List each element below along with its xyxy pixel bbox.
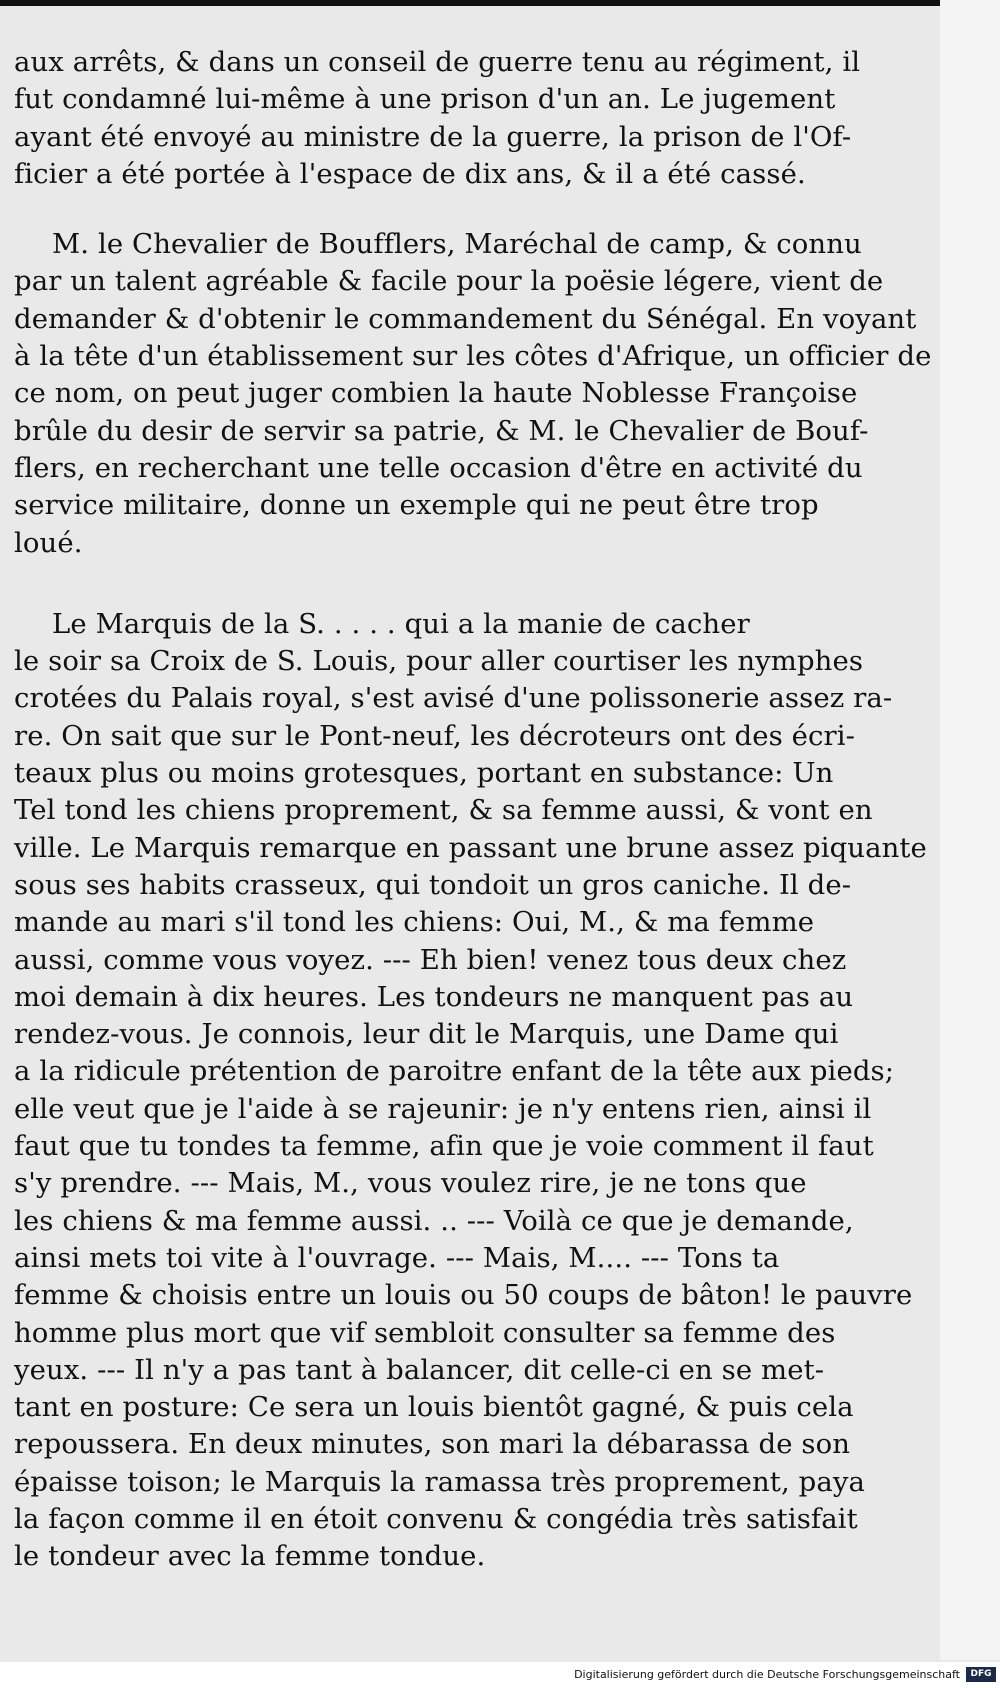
text-line: service militaire, donne un exemple qui ne peut être trop — [14, 489, 819, 522]
page-right-margin — [940, 0, 1000, 1660]
text-line: homme plus mort que vif sembloit consulter sa femme des — [14, 1316, 836, 1349]
text-line: M. le Chevalier de Boufflers, Maréchal de camp, & connu — [52, 228, 862, 261]
text-line: ville. Le Marquis remarque en passant une brune assez piquante — [14, 831, 927, 864]
text-line: moi demain à dix heures. Les tondeurs ne manquent pas au — [14, 980, 854, 1013]
text-line: yeux. --- Il n'y a pas tant à balancer, dit celle-ci en se met- — [14, 1353, 825, 1386]
text-line: la façon comme il en étoit convenu & congédia très satisfait — [14, 1502, 858, 1535]
text-line: crotées du Palais royal, s'est avisé d'une polissonerie assez ra- — [14, 682, 893, 715]
text-line: à la tête d'un établissement sur les côtes d'Afrique, un officier de — [14, 340, 932, 373]
page-text — [14, 44, 932, 1576]
text-line: tant en posture: Ce sera un louis bientôt gagné, & puis cela — [14, 1391, 854, 1424]
page-top-border — [0, 0, 1000, 6]
text-line: sous ses habits crasseux, qui tondoit un gros caniche. Il de- — [14, 868, 852, 901]
text-line: faut que tu tondes ta femme, afin que je voie comment il faut — [14, 1130, 874, 1163]
paragraph-1 — [14, 44, 914, 193]
text-line: femme & choisis entre un louis ou 50 coups de bâton! le pauvre — [14, 1279, 913, 1312]
text-line: aux arrêts, & dans un conseil de guerre tenu au régiment, il — [14, 46, 861, 78]
text-line: ainsi mets toi vite à l'ouvrage. --- Mais, M.... --- Tons ta — [14, 1241, 780, 1274]
text-line: rendez-vous. Je connois, leur dit le Marquis, une Dame qui — [14, 1018, 839, 1051]
text-line: brûle du desir de servir sa patrie, & M. le Chevalier de Bouf- — [14, 414, 869, 447]
text-line: s'y prendre. --- Mais, M., vous voulez rire, je ne tons que — [14, 1167, 807, 1200]
paragraph-gap — [14, 562, 914, 606]
text-line: fut condamné lui-même à une prison d'un an. Le jugement — [14, 83, 836, 116]
text-line: ayant été envoyé au ministre de la guerre, la prison de l'Of- — [14, 120, 852, 153]
footer-credit: Digitalisierung gefördert durch die Deutsche Forschungsgemeinschaft — [574, 1668, 960, 1681]
text-line: ce nom, on peut juger combien la haute Noblesse Françoise — [14, 377, 858, 410]
paragraph-gap — [14, 193, 914, 226]
text-line: mande au mari s'il tond les chiens: Oui, M., & ma femme — [14, 906, 815, 939]
text-line: le soir sa Croix de S. Louis, pour aller courtiser les nymphes — [14, 645, 864, 678]
text-line: par un talent agréable & facile pour la poësie légere, vient de — [14, 265, 884, 298]
digitization-footer — [0, 1662, 1000, 1688]
text-line: Tel tond les chiens proprement, & sa femme aussi, & vont en — [14, 794, 873, 827]
text-line: ficier a été portée à l'espace de dix ans, & il a été cassé. — [14, 157, 806, 190]
text-line: teaux plus ou moins grotesques, portant en substance: Un — [14, 757, 834, 790]
text-line: épaisse toison; le Marquis la ramassa très proprement, paya — [14, 1465, 865, 1498]
paragraph-2 — [14, 226, 932, 562]
dfg-logo-icon: DFG — [966, 1667, 996, 1682]
text-line: demander & d'obtenir le commandement du Sénégal. En voyant — [14, 302, 917, 335]
text-line: re. On sait que sur le Pont-neuf, les décroteurs ont des écri- — [14, 719, 856, 752]
text-line: loué. — [14, 526, 83, 559]
text-line: aussi, comme vous voyez. --- Eh bien! venez tous deux chez — [14, 943, 847, 976]
text-line: flers, en recherchant une telle occasion d'être en activité du — [14, 451, 863, 484]
text-line: elle veut que je l'aide à se rajeunir: je n'y entens rien, ainsi il — [14, 1092, 872, 1125]
text-line: les chiens & ma femme aussi. .. --- Voilà ce que je demande, — [14, 1204, 854, 1237]
paragraph-3 — [14, 606, 927, 1576]
text-line: repoussera. En deux minutes, son mari la débarassa de son — [14, 1428, 851, 1461]
text-line: a la ridicule prétention de paroitre enfant de la tête aux pieds; — [14, 1055, 895, 1088]
text-line: Le Marquis de la S. . . . . qui a la manie de cacher — [52, 607, 750, 640]
text-line: le tondeur avec la femme tondue. — [14, 1540, 486, 1573]
